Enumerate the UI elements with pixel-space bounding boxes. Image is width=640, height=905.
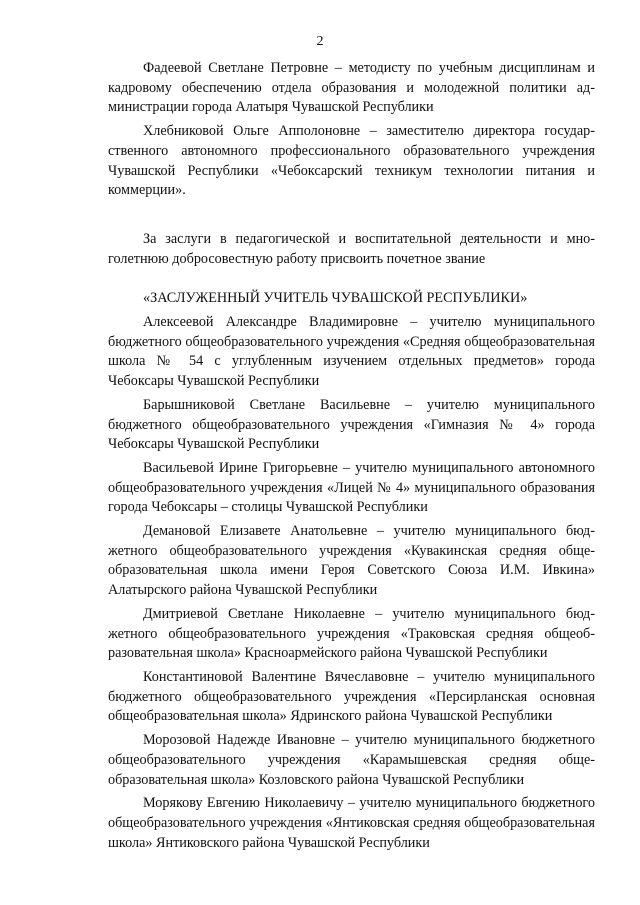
award-recipient-paragraph: Фадеевой Светлане Петровне – методисту по учебным дисциплинам и кадровому обеспечению отдела образования и молодежной политики администрации города Алатыря Чувашской Республики [108, 60, 595, 116]
award-intro-paragraph: За заслуги в педагогической и воспитательной деятельности и многолетнюю добросовестную работу присвоить почетное звание [108, 230, 595, 267]
award-title-heading: «ЗАСЛУЖЕННЫЙ УЧИТЕЛЬ ЧУВАШСКОЙ РЕСПУБЛИКИ» [143, 290, 528, 307]
award-recipient-paragraph: Васильевой Ирине Григорьевне – учителю муниципального автономного общеобразовательного учреждения «Лицей № 4» муниципального образования города Чебоксары – столицы Чувашской Республики [108, 459, 595, 516]
award-recipient-paragraph: Константиновой Валентине Вячеславовне – учителю муниципального бюджетного общеобразовательного учреждения «Персирланская основная общеобразовательная школа» Ядринского района Чувашской Республики [108, 668, 595, 725]
award-recipient-paragraph: Морозовой Надежде Ивановне – учителю муниципального бюджетного общеобразовательного учреждения «Карамышевская средняя общеобразовательная школа» Козловского района Чувашской Республики [108, 732, 595, 788]
section-spacer [108, 201, 595, 230]
award-recipient-paragraph: Алексеевой Александре Владимировне – учителю муниципального бюджетного общеобразовательного учреждения «Средняя общеобразовательная школа № 54 с углубленным изучением отдельных предметов» города Чебоксары Чувашской Республики [108, 314, 595, 390]
award-recipient-paragraph: Дмитриевой Светлане Николаевне – учителю муниципального бюджетного общеобразовательного учреждения «Траковская средняя общеобразовательная школа» Красноармейского района Чувашской Республики [108, 605, 595, 662]
section-spacer [108, 269, 595, 289]
page-number: 2 [316, 34, 324, 49]
award-recipient-paragraph: Хлебниковой Ольге Апполоновне – заместителю директора государственного автономного профессионального образовательного учреждения Чувашской Республики «Чебоксарский техникум технологии питания и коммерции». [108, 123, 595, 199]
document-body [108, 59, 595, 853]
award-recipient-paragraph: Барышниковой Светлане Васильевне – учителю муниципального бюджетного общеобразовательного учреждения «Гимназия № 4» города Чебоксары Чувашской Республики [108, 396, 595, 453]
award-recipient-paragraph: Демановой Елизавете Анатольевне – учителю муниципального бюджетного общеобразовательного учреждения «Кувакинская средняя общеобразовательная школа имени Героя Советского Союза И.М. Ивкина» Алатырского района Чувашской Республики [108, 523, 595, 599]
award-recipient-paragraph: Морякову Евгению Николаевичу – учителю муниципального бюджетного общеобразовательного учреждения «Янтиковская средняя общеобразовательная школа» Янтиковского района Чувашской Республики [108, 795, 595, 851]
